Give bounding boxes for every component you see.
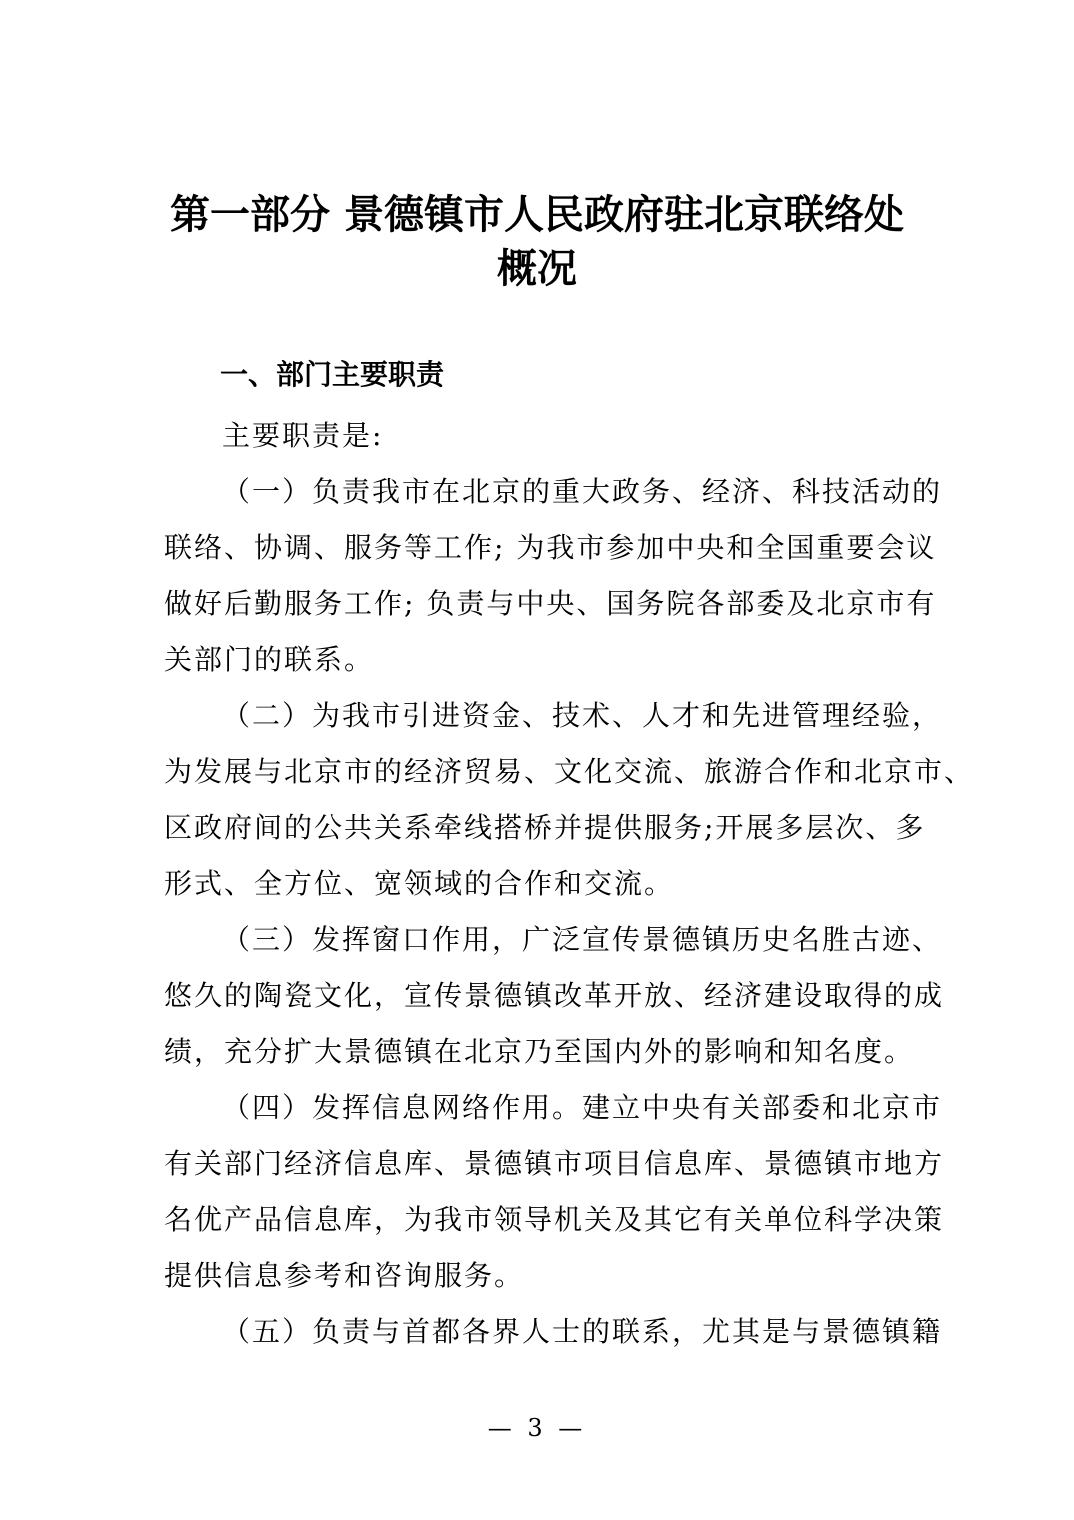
paragraph-3 — [164, 912, 945, 1080]
paragraph-line: 关部门的联系。 — [164, 643, 375, 676]
page-title-line-2: 概况 — [497, 246, 577, 292]
section-heading: 一、部门主要职责 — [220, 358, 445, 391]
intro-text: 主要职责是: — [222, 419, 384, 452]
paragraph-line: （二）为我市引进资金、技术、人才和先进管理经验， — [222, 699, 943, 732]
paragraph-line: （三）发挥窗口作用，广泛宣传景德镇历史名胜古迹、 — [222, 923, 943, 956]
paragraph-5 — [164, 1304, 943, 1360]
paragraph-line: 做好后勤服务工作; 负责与中央、国务院各部委及北京市有 — [164, 587, 937, 620]
paragraph-line: 悠久的陶瓷文化，宣传景德镇改革开放、经济建设取得的成 — [164, 979, 945, 1012]
paragraph-4 — [164, 1080, 945, 1304]
paragraph-2 — [164, 688, 975, 912]
paragraph-line: 名优产品信息库，为我市领导机关及其它有关单位科学决策 — [164, 1203, 945, 1236]
paragraph-line: 联络、协调、服务等工作; 为我市参加中央和全国重要会议 — [164, 531, 937, 564]
paragraph-line: （五）负责与首都各界人士的联系，尤其是与景德镇籍 — [222, 1315, 943, 1348]
paragraph-1 — [164, 464, 943, 688]
paragraph-line: 有关部门经济信息库、景德镇市项目信息库、景德镇市地方 — [164, 1147, 945, 1180]
page-number: — 3 — — [487, 1414, 587, 1442]
paragraph-line: 提供信息参考和咨询服务。 — [164, 1259, 525, 1292]
paragraph-line: 绩，充分扩大景德镇在北京乃至国内外的影响和知名度。 — [164, 1035, 915, 1068]
paragraph-line: （一）负责我市在北京的重大政务、经济、科技活动的 — [222, 475, 943, 508]
paragraph-line: 形式、全方位、宽领域的合作和交流。 — [164, 867, 675, 900]
page-title-line-1: 第一部分 景德镇市人民政府驻北京联络处 — [170, 192, 904, 238]
paragraph-line: 区政府间的公共关系牵线搭桥并提供服务;开展多层次、多 — [164, 811, 926, 844]
paragraph-line: （四）发挥信息网络作用。建立中央有关部委和北京市 — [222, 1091, 943, 1124]
paragraph-line: 为发展与北京市的经济贸易、文化交流、旅游合作和北京市、 — [164, 755, 975, 788]
page-title — [120, 188, 954, 296]
